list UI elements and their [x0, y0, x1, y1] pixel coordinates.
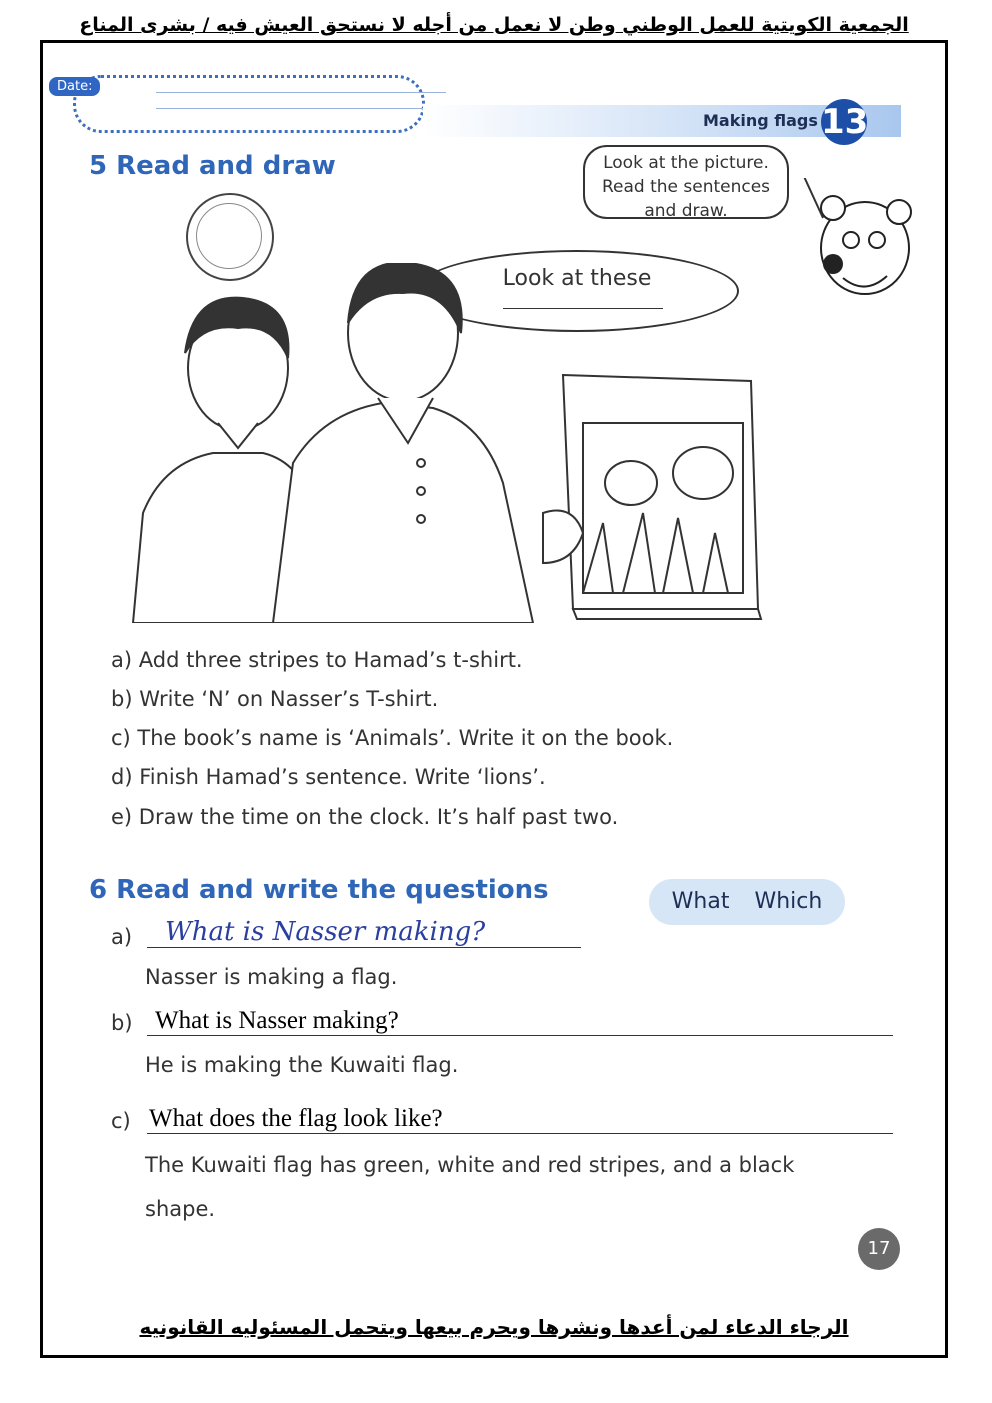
speech-text: Look at these: [502, 266, 652, 291]
question-a-line: [147, 947, 581, 948]
date-label: Date:: [49, 77, 100, 96]
unit-title: Making flags: [703, 111, 818, 130]
question-letter-a: a): [111, 925, 133, 949]
instruction-e: e) Draw the time on the clock. It’s half past two.: [111, 805, 619, 829]
page-number: 17: [858, 1228, 900, 1270]
unit-number: 13: [821, 99, 867, 145]
boys-with-book-illustration: [103, 263, 803, 623]
question-c-line: [147, 1133, 893, 1134]
helper-speech-bubble: [583, 145, 789, 219]
section-6-title: 6 Read and write the questions: [89, 875, 549, 905]
header-banner: الجمعية الكويتية للعمل الوطني وطن لا نعمل من أجله لا نستحق العيش فيه / بشرى المناع: [79, 14, 909, 36]
worksheet-frame: [40, 40, 948, 1358]
question-letter-b: b): [111, 1011, 133, 1035]
instruction-c: c) The book’s name is ‘Animals’. Write it on the book.: [111, 726, 674, 750]
answer-c-line-2: shape.: [145, 1197, 216, 1221]
question-letter-c: c): [111, 1109, 131, 1133]
helper-line: Read the sentences: [601, 177, 771, 197]
date-box: [73, 75, 425, 133]
date-line: [156, 108, 446, 109]
word-box: What Which: [649, 879, 845, 925]
instruction-b: b) Write ‘N’ on Nasser’s T-shirt.: [111, 687, 439, 711]
instruction-d: d) Finish Hamad’s sentence. Write ‘lions’.: [111, 765, 546, 789]
date-line: [156, 92, 446, 93]
bear-mascot-icon: [803, 178, 923, 308]
question-c-answer[interactable]: What does the flag look like?: [149, 1105, 443, 1132]
answer-b: He is making the Kuwaiti flag.: [145, 1053, 459, 1077]
answer-a: Nasser is making a flag.: [145, 965, 398, 989]
helper-line: and draw.: [644, 201, 728, 221]
question-b-answer[interactable]: What is Nasser making?: [155, 1007, 399, 1034]
section-5-title: 5 Read and draw: [89, 151, 336, 181]
question-b-line: [147, 1035, 893, 1036]
question-a-answer[interactable]: What is Nasser making?: [165, 917, 486, 947]
instruction-a: a) Add three stripes to Hamad’s t-shirt.: [111, 648, 523, 672]
answer-c-line-1: The Kuwaiti flag has green, white and red stripes, and a black: [145, 1153, 795, 1177]
helper-line: Look at the picture.: [603, 153, 769, 173]
footer-note: الرجاء الدعاء لمن أعدها ونشرها ويحرم بيعها ويتحمل المسئوليه القانونيه: [139, 1315, 849, 1339]
clock-face: [196, 203, 262, 269]
